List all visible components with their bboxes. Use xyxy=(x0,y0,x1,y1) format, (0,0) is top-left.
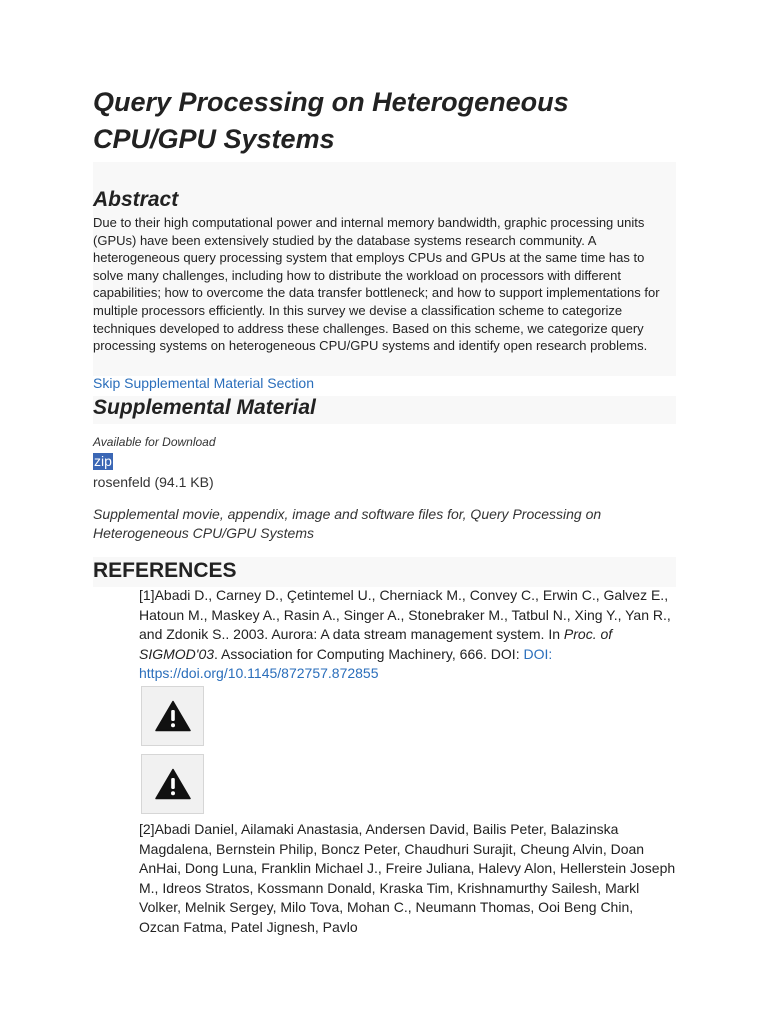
reference-venue: Proc. of SIGMOD'03 xyxy=(139,626,613,662)
warning-triangle-icon xyxy=(155,768,191,800)
reference-label: [1] xyxy=(139,587,155,603)
abstract-heading: Abstract xyxy=(93,188,179,211)
reference-text: Abadi D., Carney D., Çetintemel U., Cherniack M., Convey C., Erwin C., Galvez E., Hatoun M., Maskey A., Rasin A., Singer A., Stonebraker M., Tatbul N., Xing Y., Yan R., and Zdonik S.. 2003. Aurora: A data stream management system. In xyxy=(139,587,671,642)
reference-text: Abadi Daniel, Ailamaki Anastasia, Andersen David, Bailis Peter, Balazinska Magdalena, Bernstein Philip, Boncz Peter, Chaudhuri Surajit, Cheung Alvin, Doan AnHai, Dong Luna, Franklin Michael J., Freire Juliana, Halevy Alon, Hellerstein Joseph M., Idreos Stratos, Kossmann Donald, Kraska Tim, Krishnamurthy Sailesh, Markl Volker, Melnik Sergey, Milo Tova, Mohan C., Neumann Thomas, Ooi Beng Chin, Ozcan Fatma, Patel Jignesh, Pavlo xyxy=(139,821,676,935)
supplemental-file-info: rosenfeld (94.1 KB) xyxy=(93,474,214,490)
references-heading: REFERENCES xyxy=(93,559,237,582)
warning-triangle-icon xyxy=(155,700,191,732)
abstract-text: Due to their high computational power and internal memory bandwidth, graphic processing units (GPUs) have been extensively studied by the database systems research community. A heterogeneous query processing system that employs CPUs and GPUs at the same time has to solve many challenges, including how to distribute the workload on processors with different capabilities; how to overcome the data transfer bottleneck; and how to support implementations for multiple processors efficiently. In this survey we devise a classification scheme to categorize techniques developed to address these challenges. Based on this scheme, we categorize query processing systems on heterogeneous CPU/GPU systems and identify open research problems. xyxy=(93,215,660,354)
skip-supplemental-link[interactable]: Skip Supplemental Material Section xyxy=(93,375,315,391)
article-title: Query Processing on Heterogeneous CPU/GPU Systems xyxy=(93,87,569,154)
zip-download-link[interactable]: zip xyxy=(94,453,112,469)
reference-text-after: . Association for Computing Machinery, 666. DOI: xyxy=(214,645,524,662)
reference-item xyxy=(139,820,676,937)
supplemental-description: Supplemental movie, appendix, image and software files for, Query Processing on Heterogeneous CPU/GPU Systems xyxy=(93,506,602,541)
reference-doi-link[interactable]: DOI: https://doi.org/10.1145/872757.872855 xyxy=(139,645,553,681)
available-for-download-label: Available for Download xyxy=(93,435,216,449)
reference-thumbnail[interactable] xyxy=(141,754,204,814)
reference-label: [2] xyxy=(139,821,155,837)
supplemental-heading: Supplemental Material xyxy=(93,396,316,419)
reference-item xyxy=(139,586,676,684)
reference-thumbnail[interactable] xyxy=(141,686,204,746)
